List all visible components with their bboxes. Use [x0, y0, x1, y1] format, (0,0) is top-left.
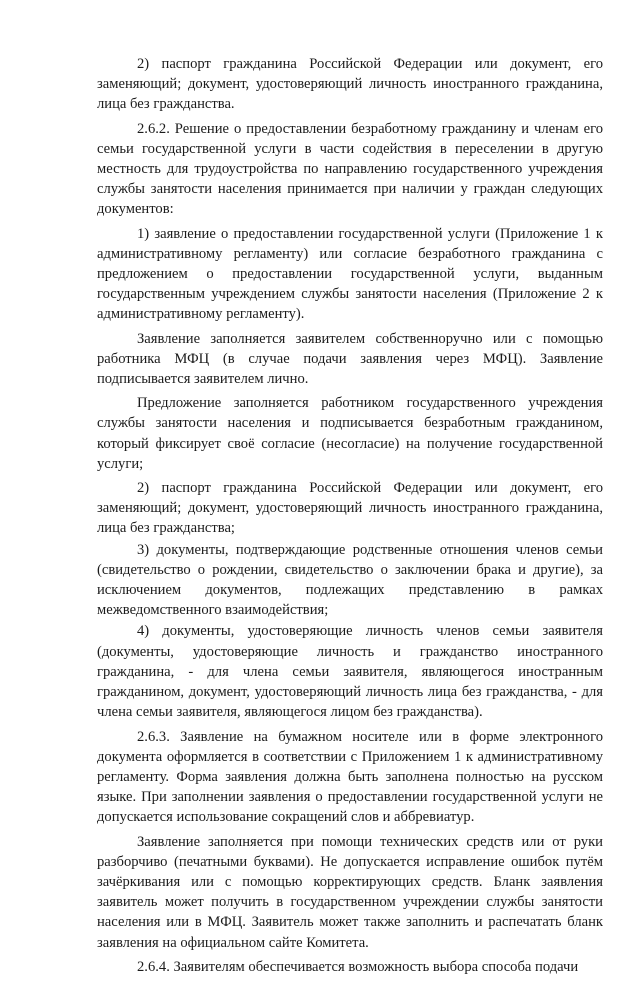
paragraph-application: 1) заявление о предоставлении государственной услуги (Приложение 1 к административному регламенту) или согласие безработного гражданина с предложением о предоставлении государственной услуги, выданным государственным учреждением службы занятости населения (Приложение 2 к административному регламенту).	[97, 225, 603, 323]
paragraph-passport-2: 2) паспорт гражданина Российской Федерации или документ, его заменяющий; документ, удостоверяющий личность иностранного гражданина, лица без гражданства;	[97, 480, 603, 537]
paragraph-2-6-4: 2.6.4. Заявителям обеспечивается возможность выбора способа подачи	[137, 958, 579, 975]
paragraph-identity-documents: 4) документы, удостоверяющие личность членов семьи заявителя (документы, удостоверяющие личность и гражданство иностранного гражданина, - для члена семьи заявителя, являющегося иностранным гражданином, документ, удостоверяющий личность лица без гражданства, - для члена семьи заявителя, являющегося лицом без гражданства).	[97, 623, 603, 721]
document-body	[97, 54, 603, 981]
paragraph-filling-rules: Заявление заполняется при помощи технических средств или от руки разборчиво (печатными буквами). Не допускается исправление ошибок путём зачёркивания или с помощью корректирующих средств. Бланк заявления заявитель может получить в государственном учреждении службы занятости населения или в МФЦ. Заявитель может также заполнить и распечатать бланк заявления на официальном сайте Комитета.	[97, 833, 603, 951]
paragraph-proposal: Предложение заполняется работником государственного учреждения службы занятости населения и подписывается безработным гражданином, который фиксирует своё согласие (несогласие) на получение государственной услуги;	[97, 395, 603, 472]
paragraph-passport-1: 2) паспорт гражданина Российской Федерации или документ, его заменяющий; документ, удостоверяющий личность иностранного гражданина, лица без гражданства.	[97, 56, 603, 113]
paragraph-2-6-2: 2.6.2. Решение о предоставлении безработному гражданину и членам его семьи государственной услуги в части содействия в переселении в другую местность для трудоустройства по направлению государственного учреждения службы занятости населения принимается при наличии у граждан следующих документов:	[97, 120, 603, 218]
paragraph-application-filling: Заявление заполняется заявителем собственноручно или с помощью работника МФЦ (в случае подачи заявления через МФЦ). Заявление подписывается заявителем лично.	[97, 330, 603, 388]
paragraph-2-6-3: 2.6.3. Заявление на бумажном носителе или в форме электронного документа оформляется в соответствии с Приложением 1 к административному регламенту. Форма заявления должна быть заполнена полностью на русском языке. При заполнении заявления о предоставлении государственной услуги не допускается использование сокращений слов и аббревиатур.	[97, 728, 603, 826]
paragraph-family-documents: 3) документы, подтверждающие родственные отношения членов семьи (свидетельство о рождении, свидетельство о заключении брака и другие), за исключением документов, подлежащих представлению в рамках межведомственного взаимодействия;	[97, 541, 603, 619]
